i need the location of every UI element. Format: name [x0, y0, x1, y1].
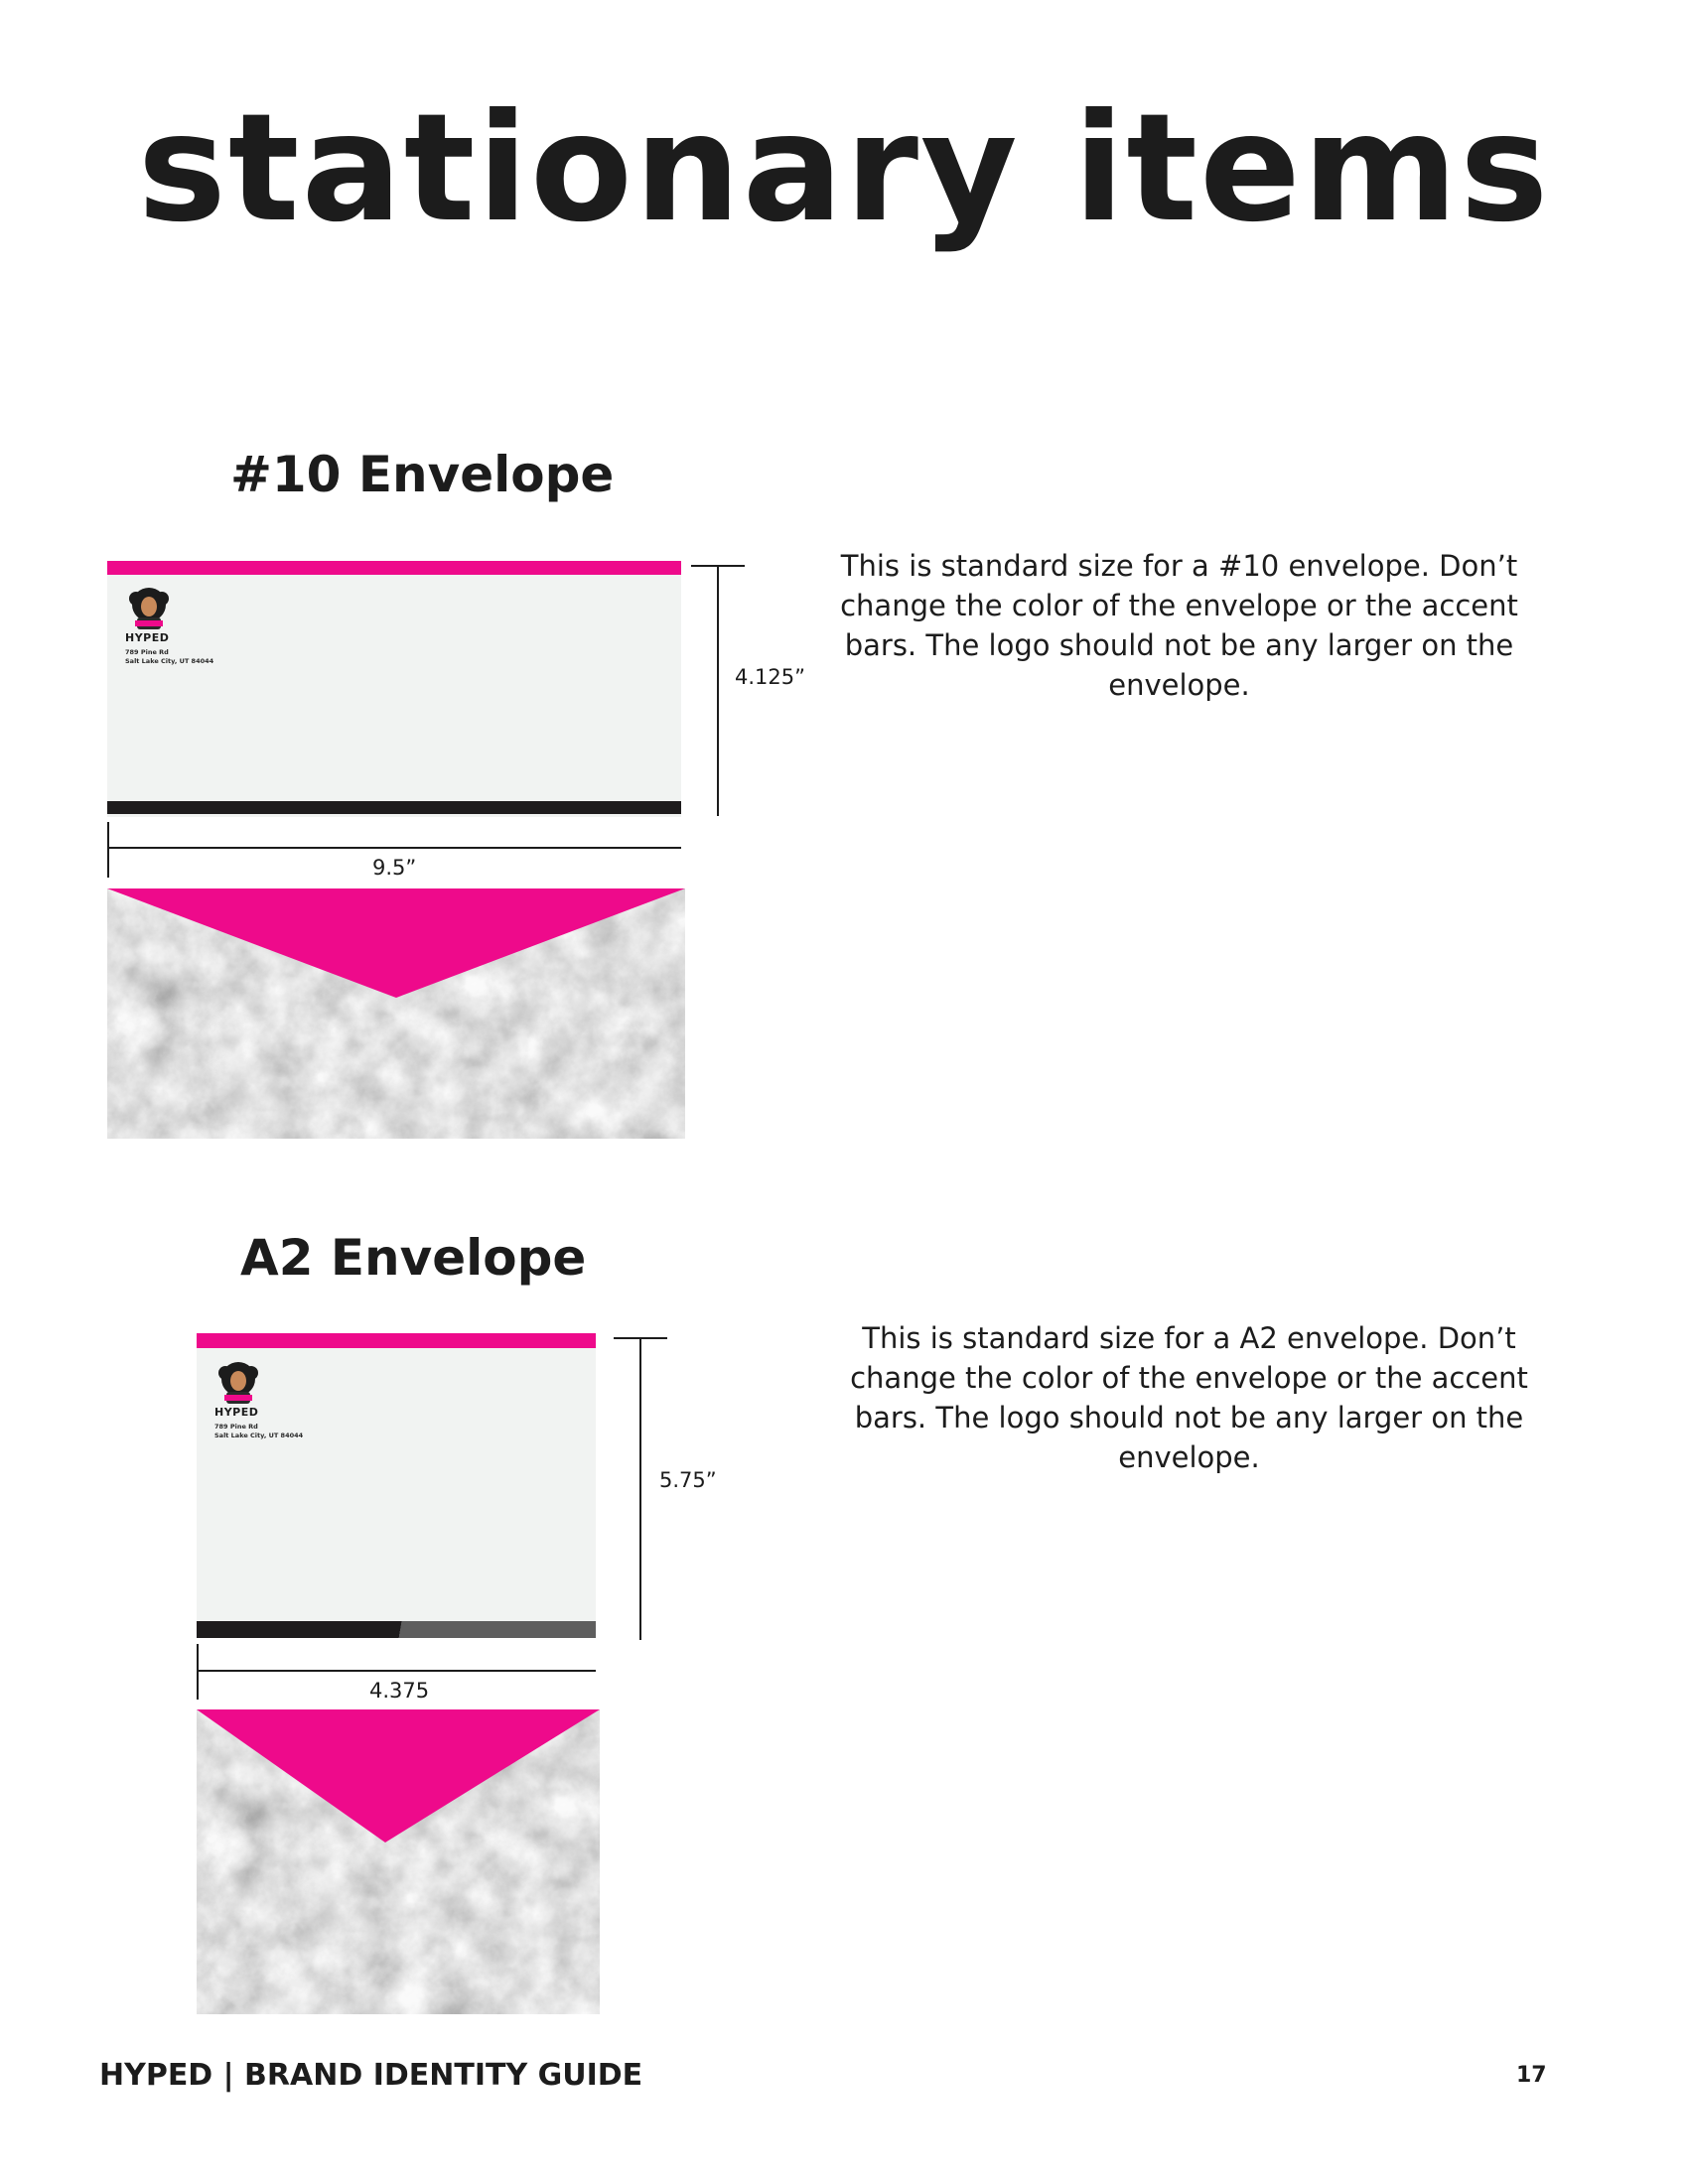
page-number: 17 [1516, 2063, 1547, 2088]
envelope-10-back [107, 888, 685, 1139]
envelope-a2-top-accent-bar [197, 1333, 596, 1348]
envelope-a2-height-line [639, 1337, 641, 1640]
envelope-a2-heading: A2 Envelope [240, 1229, 587, 1287]
envelope-10-bottom-accent-bar [107, 801, 681, 814]
envelope-a2-logo [214, 1359, 303, 1440]
logo-wordmark: HYPED [214, 1406, 259, 1419]
envelope-10-front [107, 561, 681, 817]
envelope-10-height-label: 4.125” [735, 665, 805, 689]
address-line-2: Salt Lake City, UT 84044 [214, 1432, 304, 1439]
hyped-avatar-logo-icon [125, 585, 173, 632]
envelope-a2-height-label: 5.75” [659, 1468, 717, 1492]
logo-wordmark: HYPED [125, 631, 170, 644]
hyped-avatar-logo-icon [214, 1359, 262, 1407]
envelope-10-width-line [107, 847, 681, 849]
page-title: stationary items [137, 82, 1551, 255]
envelope-a2-front [197, 1333, 596, 1638]
envelope-10-logo [125, 585, 213, 666]
envelope-a2-width-cap-left [197, 1644, 199, 1700]
envelope-a2-back [197, 1709, 600, 2014]
envelope-10-description: This is standard size for a #10 envelope. Don’t change the color of the envelope or the accent bars. The logo should not be any larger on the envelope. [840, 549, 1518, 702]
envelope-a2-width-line [197, 1670, 596, 1672]
envelope-10-top-accent-bar [107, 561, 681, 575]
envelope-10-width-label: 9.5” [372, 856, 417, 880]
envelope-10-heading: #10 Envelope [230, 446, 615, 503]
envelope-a2-description: This is standard size for a A2 envelope. Don’t change the color of the envelope or the accent bars. The logo should not be any larger on the envelope. [850, 1321, 1528, 1474]
envelope-a2-width-label: 4.375 [369, 1679, 430, 1703]
envelope-10-width-cap-left [107, 822, 109, 878]
envelope-10-height-line [717, 565, 719, 816]
address-line-1: 789 Pine Rd [125, 648, 169, 656]
address-line-1: 789 Pine Rd [214, 1423, 258, 1431]
address-line-2: Salt Lake City, UT 84044 [125, 657, 214, 665]
footer-brand: HYPED | BRAND IDENTITY GUIDE [99, 2058, 643, 2093]
envelope-a2-bottom-accent-bar [197, 1621, 596, 1638]
